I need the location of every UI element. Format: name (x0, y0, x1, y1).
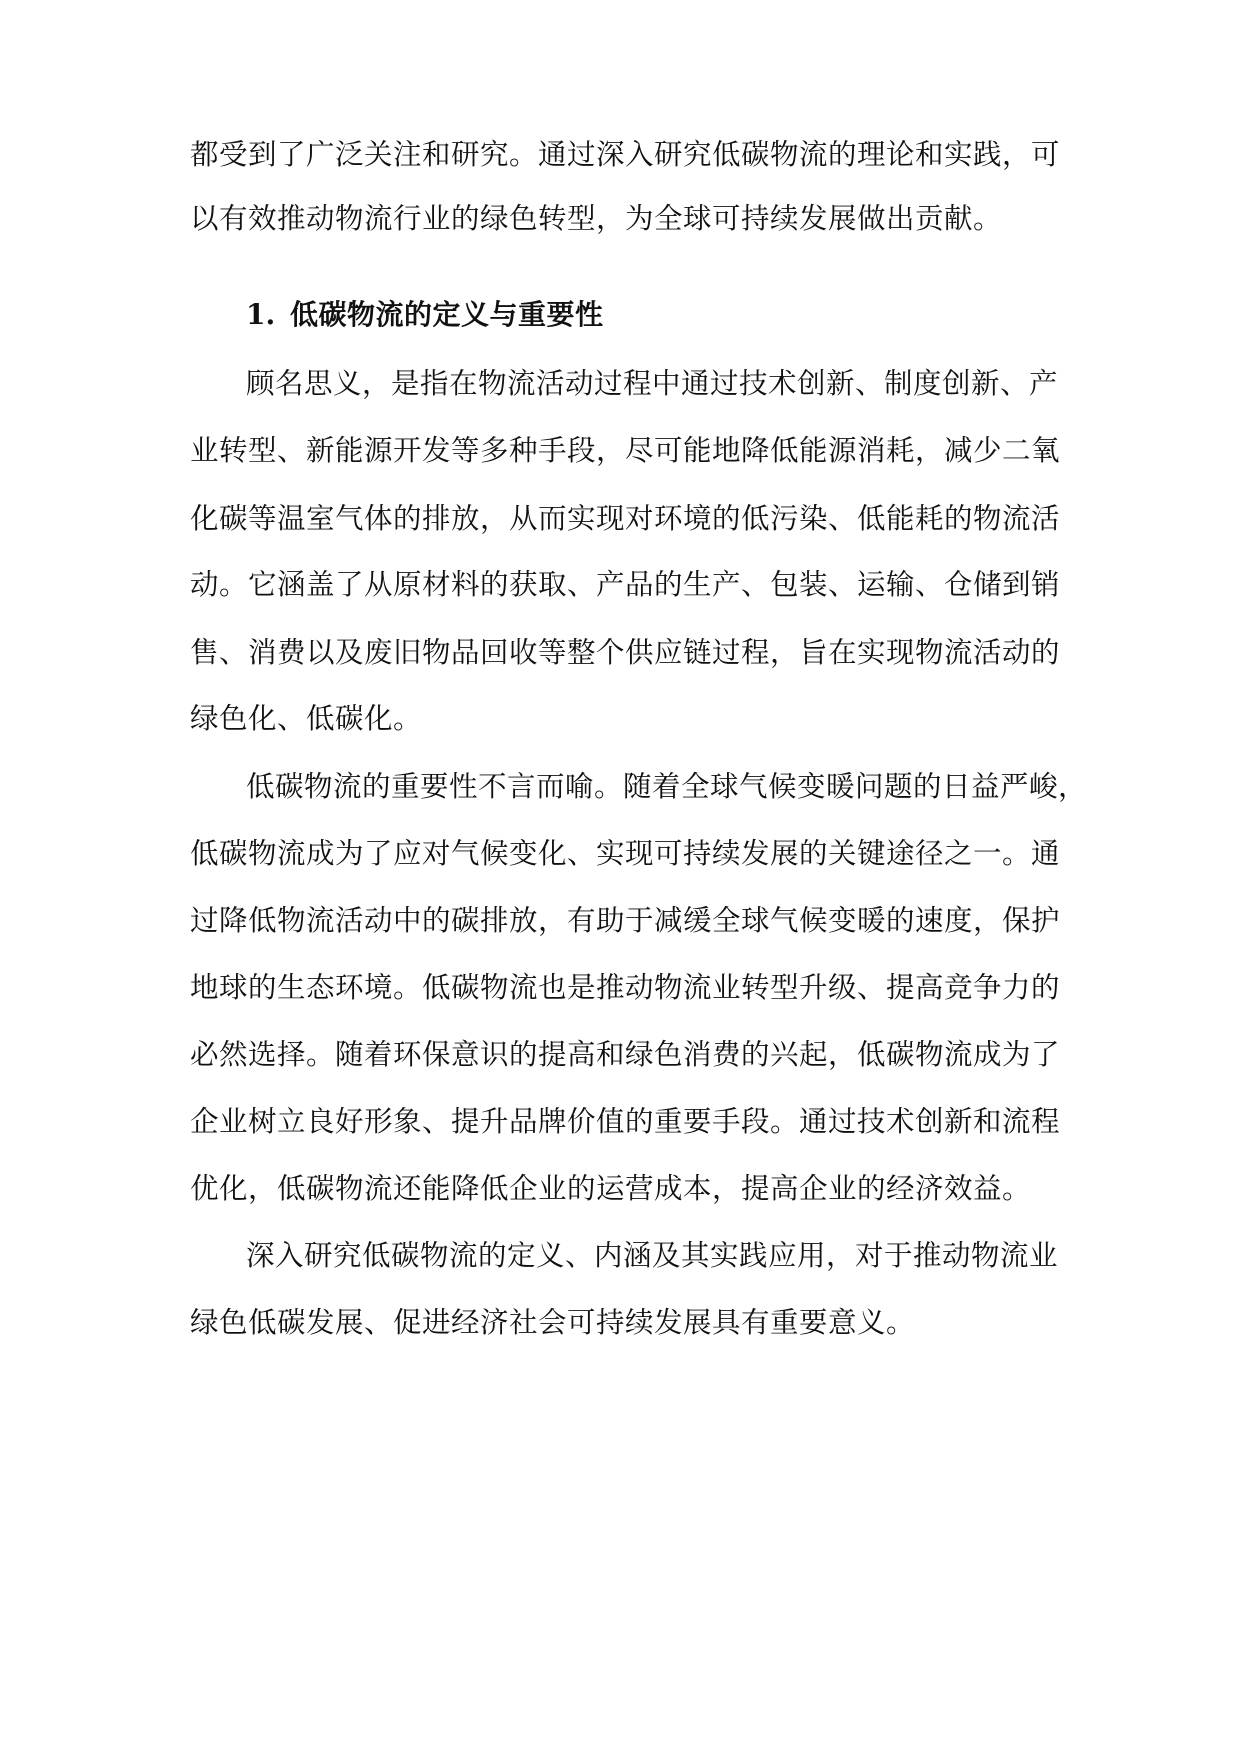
paragraph-2-line-3: 过降低物流活动中的碳排放，有助于减缓全球气候变暖的速度，保护 (190, 904, 1061, 937)
paragraph-1-line-1: 顾名思义，是指在物流活动过程中通过技术创新、制度创新、产 (246, 367, 1059, 400)
paragraph-2-line-5: 必然选择。随着环保意识的提高和绿色消费的兴起，低碳物流成为了 (190, 1038, 1061, 1071)
paragraph-1-line-3: 化碳等温室气体的排放，从而实现对环境的低污染、低能耗的物流活 (190, 502, 1061, 535)
paragraph-2-line-7: 优化，低碳物流还能降低企业的运营成本，提高企业的经济效益。 (190, 1172, 1032, 1205)
intro-line-2: 以有效推动物流行业的绿色转型，为全球可持续发展做出贡献。 (190, 202, 1003, 235)
section-title: 低碳物流的定义与重要性 (290, 298, 604, 331)
section-number: 1. (246, 298, 276, 331)
paragraph-1-line-2: 业转型、新能源开发等多种手段，尽可能地降低能源消耗，减少二氧 (190, 434, 1061, 467)
paragraph-2-line-1: 低碳物流的重要性不言而喻。随着全球气候变暖问题的日益严峻， (246, 770, 1088, 803)
paragraph-1-line-4: 动。它涵盖了从原材料的获取、产品的生产、包装、运输、仓储到销 (190, 568, 1061, 601)
paragraph-2-line-6: 企业树立良好形象、提升品牌价值的重要手段。通过技术创新和流程 (190, 1105, 1061, 1138)
paragraph-2-line-4: 地球的生态环境。低碳物流也是推动物流业转型升级、提高竞争力的 (190, 971, 1061, 1004)
paragraph-3-line-1: 深入研究低碳物流的定义、内涵及其实践应用，对于推动物流业 (246, 1239, 1059, 1272)
paragraph-2-line-2: 低碳物流成为了应对气候变化、实现可持续发展的关键途径之一。通 (190, 837, 1061, 870)
paragraph-3-line-2: 绿色低碳发展、促进经济社会可持续发展具有重要意义。 (190, 1306, 916, 1339)
paragraph-1-line-5: 售、消费以及废旧物品回收等整个供应链过程，旨在实现物流活动的 (190, 636, 1061, 669)
intro-line-1: 都受到了广泛关注和研究。通过深入研究低碳物流的理论和实践，可 (190, 138, 1061, 171)
paragraph-1-line-6: 绿色化、低碳化。 (190, 702, 423, 735)
